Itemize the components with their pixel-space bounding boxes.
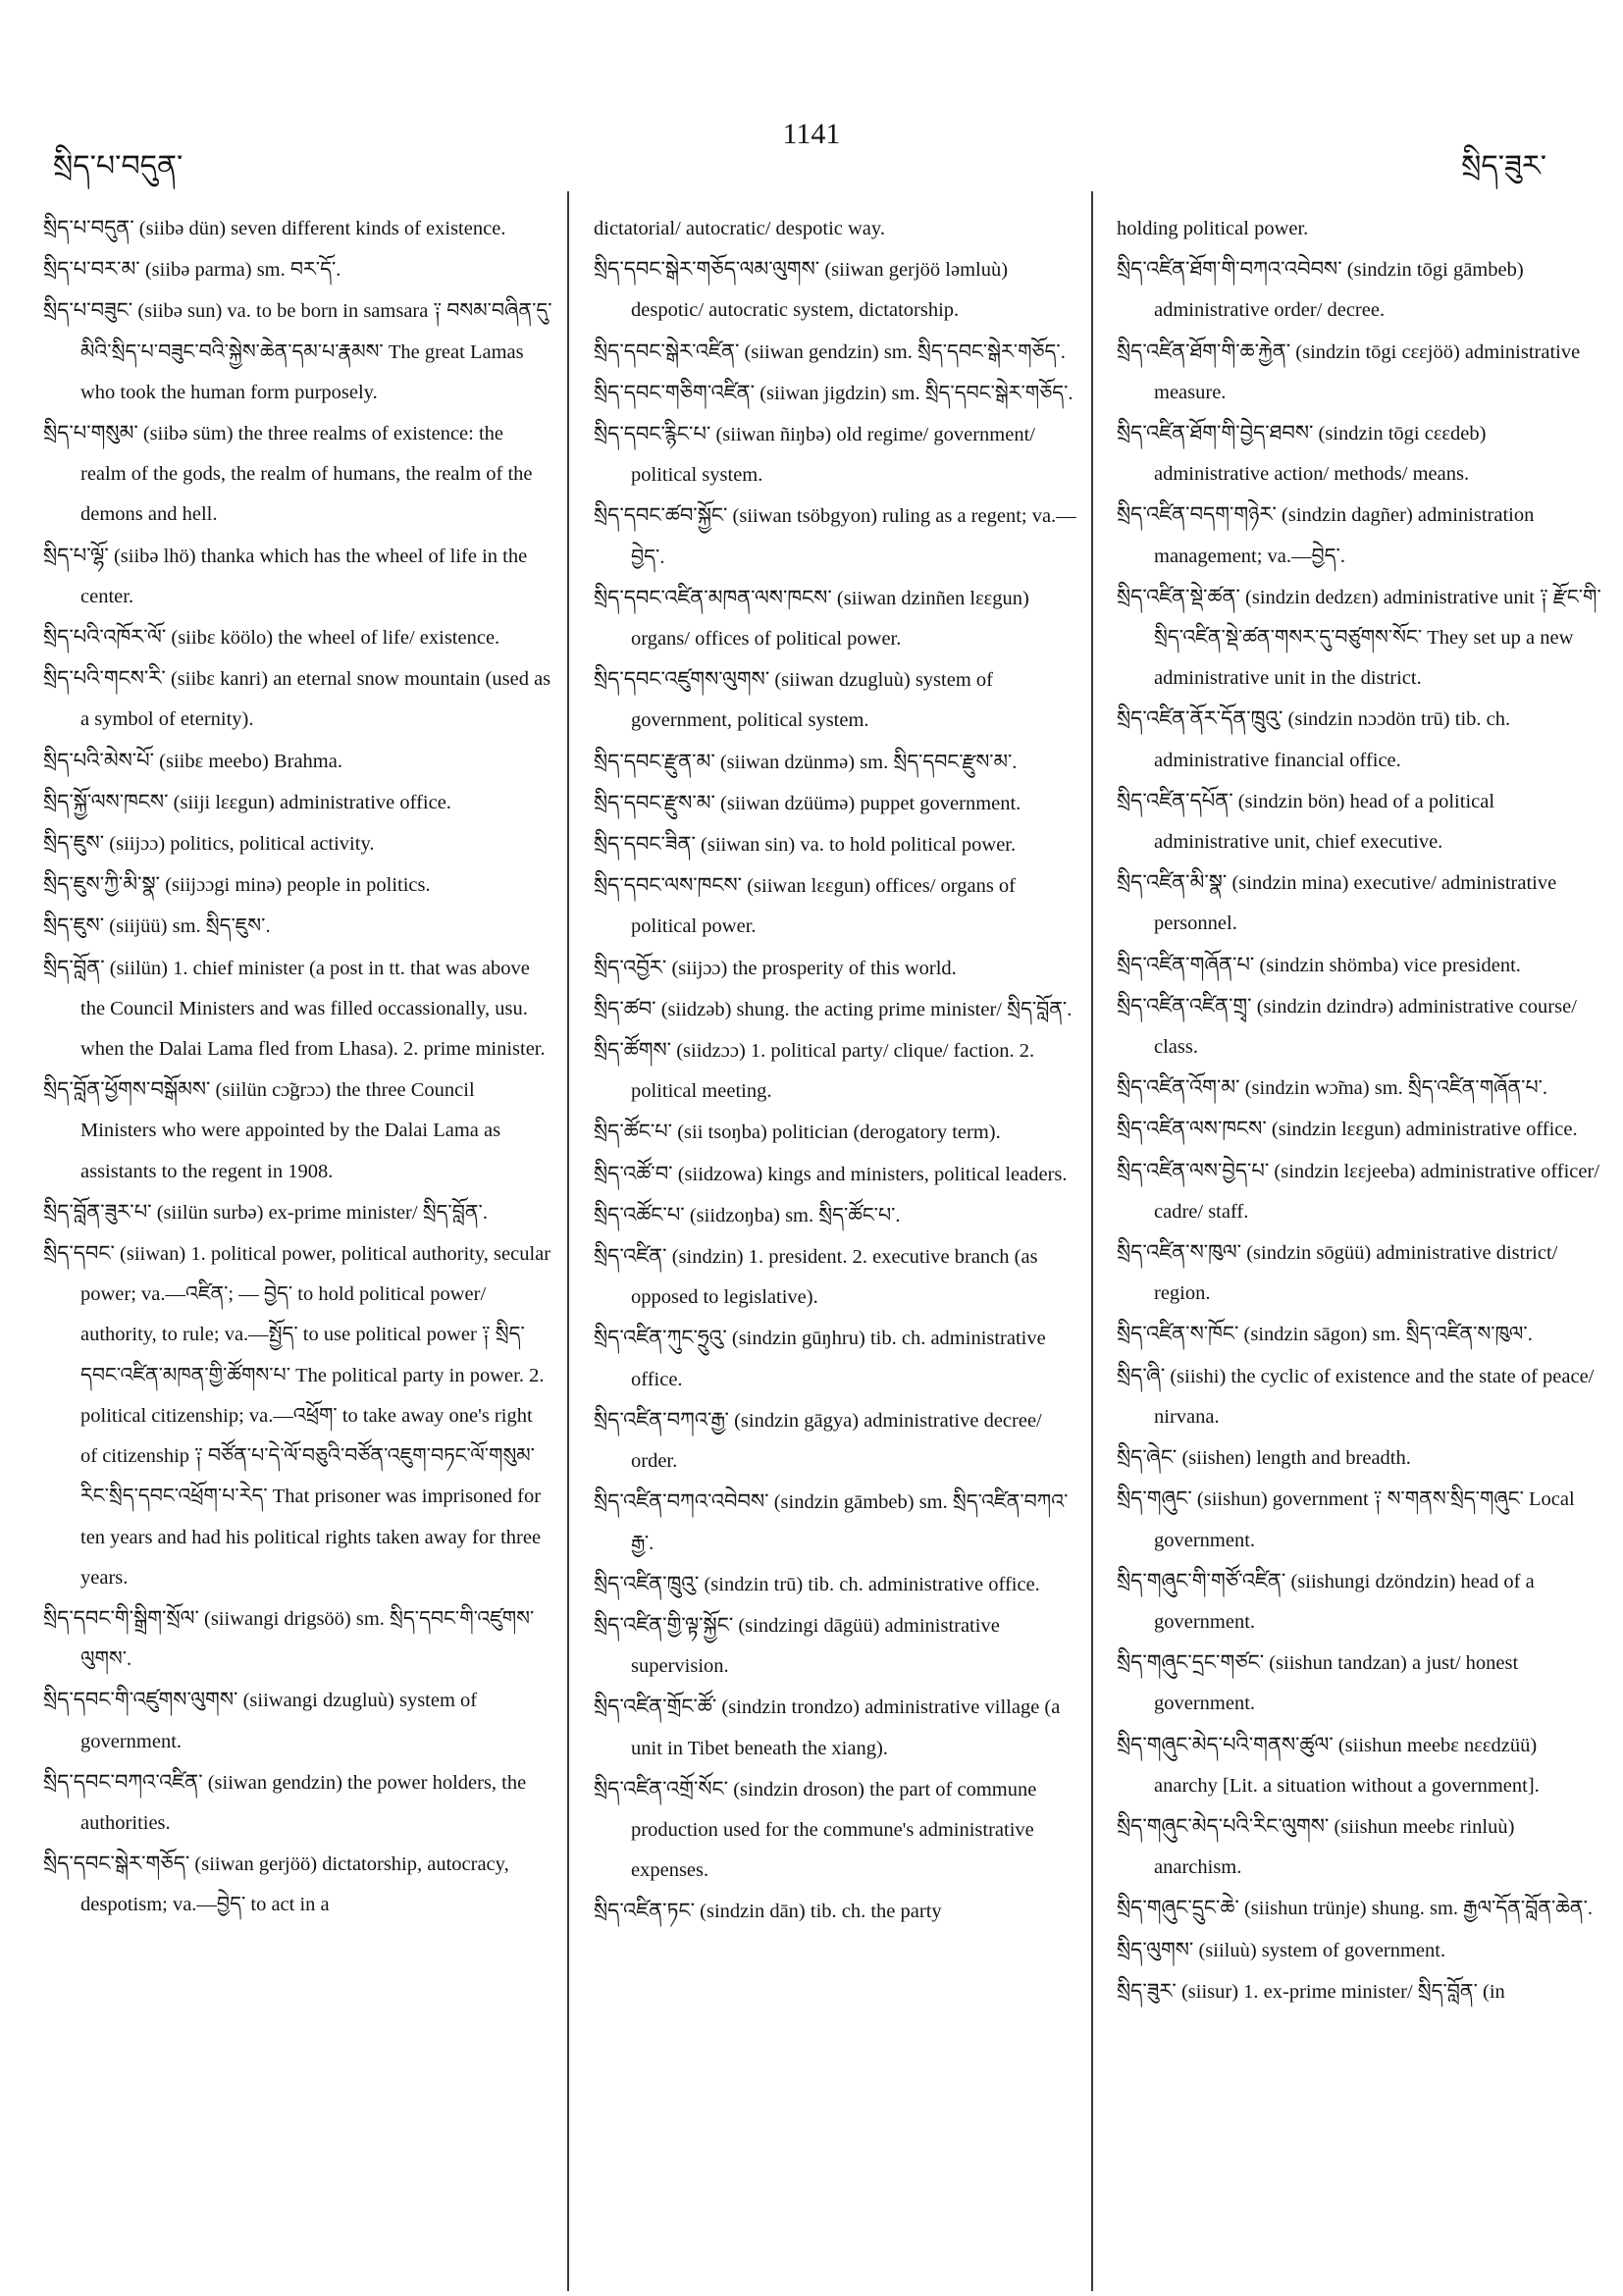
dictionary-entry — [594, 659, 1079, 741]
dictionary-entry — [1117, 1232, 1602, 1314]
entry-definition: (siijɔɔgi minə) people in politics. — [160, 874, 431, 897]
dictionary-entry — [594, 1154, 1079, 1195]
entry-definition: (sindzin dedzɛn) administrative unit ༑ རྫོང་གི་སྲིད་འཛིན་སྡེ་ཚན་གསར་དུ་བཙུགས་སོང་ They set up a new administrative unit in the district. — [1154, 586, 1601, 690]
dictionary-entry — [1117, 1888, 1602, 1929]
entry-definition: (sindzin tōgi cɛɛjöö) administrative measure. — [1154, 340, 1581, 403]
entry-headword: སྲིད་སྐྱོ་ལས་ཁངས་ — [43, 789, 169, 813]
dictionary-entry — [43, 1762, 553, 1844]
dictionary-entry — [1117, 699, 1602, 780]
dictionary-entry — [594, 1605, 1079, 1687]
dictionary-entry — [594, 1195, 1079, 1236]
entry-definition: (siiwan dzugluù) system of government, political system. — [631, 669, 993, 732]
entry-headword: སྲིད་འཛིན་ནོར་དོན་ཁྲུའུ་ — [1117, 706, 1283, 731]
entry-definition: (sindzin gūŋhru) tib. ch. administrative office. — [631, 1328, 1046, 1390]
entry-headword: སྲིད་འཛིན་འགྲོ་སོང་ — [594, 1776, 729, 1800]
entry-definition: (siiwan gerjöö) dictatorship, autocracy, despotism; va.—བྱེད་ to act in a — [80, 1853, 509, 1916]
dictionary-entry — [1117, 781, 1602, 862]
entry-headword: སྲིད་ཇུས་ — [43, 831, 105, 856]
dictionary-entry — [594, 1687, 1079, 1768]
entry-definition: (siijüü) sm. སྲིད་ཇུས་. — [104, 915, 271, 938]
entry-definition: (siilün cɔ̃grɔɔ) the three Council Ministers who were appointed by the Dalai Lama as assistants to the regent in 1908. — [80, 1079, 501, 1182]
entry-definition: (siibə sun) va. to be born in samsara ༑ བསམ་བཞིན་དུ་མིའི་སྲིད་པ་བཟུང་བའི་སྐྱེས་ཆེན་དམ་པ་རྣམས་ The great Lamas who took the human form purposely. — [80, 300, 552, 403]
entry-definition: (siiwan gendzin) sm. སྲིད་དབང་སྒེར་གཅོད་. — [739, 340, 1066, 363]
entry-definition: (siishen) length and breadth. — [1177, 1447, 1411, 1470]
entry-definition: (siiwan gendzin) the power holders, the authorities. — [80, 1771, 527, 1834]
entry-headword: སྲིད་འཛིན་འོག་མ་ — [1117, 1075, 1240, 1100]
dictionary-entry — [43, 1192, 553, 1233]
dictionary-entry — [43, 1598, 553, 1680]
entry-headword: སྲིད་དབང་འཛིན་མཁན་ལས་ཁངས་ — [594, 585, 832, 609]
dictionary-entry — [1117, 1725, 1602, 1806]
entry-headword: སྲིད་ཞི་ — [1117, 1363, 1166, 1387]
entry-definition: (sii tsoŋba) politician (derogatory term). — [672, 1122, 1001, 1144]
dictionary-entry — [1117, 1643, 1602, 1724]
dictionary-entry — [594, 1236, 1079, 1318]
entry-definition: (siishun) government ༑ ས་གནས་སྲིད་གཞུང་ Local government. — [1154, 1488, 1575, 1551]
entry-headword: སྲིད་པའི་འཁོར་ལོ་ — [43, 625, 167, 650]
entry-headword: སྲིད་གཞུང་དྲུང་ཆེ་ — [1117, 1896, 1239, 1920]
dictionary-entry — [594, 865, 1079, 947]
dictionary-entry — [594, 742, 1079, 783]
entry-headword: སྲིད་འཛིན་ལས་ཁངས་ — [1117, 1117, 1267, 1141]
dictionary-entry — [1117, 577, 1602, 700]
dictionary-entry — [43, 658, 553, 740]
entry-headword: སྲིད་འཛིན་མི་སྣ་ — [1117, 870, 1228, 895]
entry-headword: སྲིད་པ་བཟུང་ — [43, 298, 133, 323]
column-divider — [567, 191, 569, 2291]
entry-headword: སྲིད་དབང་རྫུན་མ་ — [594, 749, 715, 773]
dictionary-column-2 — [594, 208, 1079, 1933]
entry-definition: (sindzin bön) head of a political administrative unit, chief executive. — [1154, 790, 1495, 854]
entry-definition: (sindzin) 1. president. 2. executive branch (as opposed to legislative). — [631, 1246, 1038, 1309]
entry-definition: (sindzin tōgi cɛɛdeb) administrative action/ methods/ means. — [1154, 423, 1487, 486]
entry-headword: སྲིད་དབང་སྒེར་འཛིན་ — [594, 339, 740, 363]
dictionary-entry — [1117, 249, 1602, 331]
entry-definition: (siishun meebɛ rinluù) anarchism. — [1154, 1815, 1515, 1879]
entry-headword: སྲིད་དབང་ — [43, 1241, 115, 1266]
entry-definition: (siiluù) system of government. — [1193, 1939, 1446, 1961]
dictionary-entry — [594, 208, 1079, 249]
dictionary-entry — [1117, 208, 1602, 249]
entry-headword: སྲིད་འཛིན་འཛིན་གྲྭ་ — [1117, 993, 1252, 1018]
dictionary-entry — [594, 496, 1079, 577]
entry-definition: (siibɛ kanri) an eternal snow mountain (used as a symbol of eternity). — [80, 668, 551, 731]
dictionary-entry — [1117, 495, 1602, 576]
entry-headword: སྲིད་དབང་ལས་ཁངས་ — [594, 873, 743, 898]
entry-definition: (siilün surbə) ex-prime minister/ སྲིད་བློན་. — [151, 1201, 488, 1224]
dictionary-entry — [1117, 986, 1602, 1068]
dictionary-entry — [1117, 1806, 1602, 1888]
entry-definition: (siishungi dzöndzin) head of a government. — [1154, 1570, 1535, 1633]
entry-definition: (sindzin gāgya) administrative decree/ order. — [631, 1409, 1042, 1473]
entry-headword: སྲིད་བློན་ཕྱོགས་བསྒོམས་ — [43, 1077, 211, 1102]
dictionary-entry — [594, 948, 1079, 989]
entry-definition: (siibə lhö) thanka which has the wheel of life in the center. — [80, 545, 528, 607]
entry-definition: (sindzin droson) the part of commune production used for the commune's administrative expenses. — [631, 1778, 1037, 1882]
dictionary-entry — [594, 1891, 1079, 1932]
dictionary-entry — [1117, 1068, 1602, 1109]
entry-definition: (siishun trünje) shung. sm. རྒྱལ་དོན་བློན་ཆེན་. — [1238, 1898, 1594, 1920]
entry-headword: སྲིད་འཛིན་བཀའ་འབེབས་ — [594, 1489, 769, 1514]
entry-headword: སྲིད་འཚོ་བ་ — [594, 1161, 673, 1185]
entry-headword: སྲིད་འཚོང་པ་ — [594, 1202, 685, 1226]
dictionary-entry — [1117, 1930, 1602, 1971]
entry-headword: སྲིད་དབང་སྒེར་གཅོད་ — [43, 1852, 190, 1876]
guide-word-left: སྲིད་པ་བདུན་ — [53, 149, 183, 183]
dictionary-entry — [594, 332, 1079, 373]
entry-definition: (siidzowa) kings and ministers, political leaders. — [672, 1163, 1068, 1185]
entry-headword: སྲིད་ཟུར་ — [1117, 1978, 1177, 2003]
dictionary-entry — [43, 1844, 553, 1925]
dictionary-entry — [43, 249, 553, 290]
entry-definition: (siiwan dzüümə) puppet government. — [714, 792, 1021, 814]
page-number: 1141 — [782, 118, 841, 150]
dictionary-entry — [1117, 1356, 1602, 1437]
entry-headword: སྲིད་དབང་བཀའ་འཛིན་ — [43, 1769, 203, 1794]
entry-headword: སྲིད་འཛིན་ཀུང་ཧྲུའུ་ — [594, 1326, 727, 1350]
entry-headword: སྲིད་འཛིན་བཀའ་རྒྱ་ — [594, 1407, 729, 1432]
dictionary-entry — [1117, 1109, 1602, 1150]
entry-headword: སྲིད་འཛིན་ཏང་ — [594, 1899, 696, 1923]
dictionary-entry — [594, 1318, 1079, 1399]
dictionary-entry — [1117, 413, 1602, 495]
entry-definition: (sindzin shömba) vice president. — [1254, 954, 1521, 976]
guide-word-right: སྲིད་ཟུར་ — [1461, 149, 1546, 183]
entry-definition: (sindzin sōgüü) administrative district/ region. — [1154, 1242, 1558, 1305]
entry-definition: (sindzin nɔɔdön trū) tib. ch. administrative financial office. — [1154, 708, 1511, 771]
entry-headword: སྲིད་འཛིན་གྱི་ལྟ་སྐྱོང་ — [594, 1612, 734, 1637]
dictionary-entry — [43, 413, 553, 536]
dictionary-entry — [1117, 862, 1602, 944]
dictionary-entry — [594, 373, 1079, 414]
entry-headword: སྲིད་དབང་རྫུས་མ་ — [594, 790, 715, 814]
entry-definition: (siidzəb) shung. the acting prime minister/ སྲིད་བློན་. — [655, 998, 1073, 1020]
entry-headword: སྲིད་གཞུང་མེད་པའི་རིང་ལུགས་ — [1117, 1813, 1330, 1838]
entry-definition: (sindzingi dāgüü) administrative supervision. — [631, 1614, 1000, 1678]
entry-headword: སྲིད་པ་ལྷོ་ — [43, 543, 109, 567]
entry-headword: སྲིད་འཛིན་ས་ཁོང་ — [1117, 1322, 1239, 1346]
entry-headword: སྲིད་དབང་རྙིང་པ་ — [594, 422, 711, 446]
entry-definition: (siiwan dzinñen lɛɛgun) organs/ offices of political power. — [631, 587, 1029, 651]
entry-headword: སྲིད་དབང་གི་འཛུགས་ལུགས་ — [43, 1688, 238, 1712]
dictionary-entry — [43, 617, 553, 658]
page-header — [0, 114, 1623, 183]
dictionary-entry — [1117, 1971, 1602, 2012]
entry-headword: སྲིད་ལུགས་ — [1117, 1937, 1194, 1961]
dictionary-entry — [1117, 1151, 1602, 1232]
entry-definition: (siibɛ köölo) the wheel of life/ existence. — [166, 627, 500, 650]
entry-headword: སྲིད་དབང་འཛུགས་ལུགས་ — [594, 667, 770, 692]
entry-definition: (siiwangi drigsöö) sm. སྲིད་དབང་གི་འཛུགས་ལུགས་. — [80, 1607, 535, 1671]
entry-headword: སྲིད་འབྱོར་ — [594, 955, 667, 979]
entry-definition: (siiwan ñiŋbə) old regime/ government/ political system. — [631, 424, 1035, 487]
entry-headword: སྲིད་པ་བར་མ་ — [43, 257, 140, 282]
entry-headword: སྲིད་པའི་གངས་རི་ — [43, 666, 166, 691]
dictionary-entry — [594, 1482, 1079, 1563]
dictionary-entry — [43, 1233, 553, 1598]
dictionary-entry — [594, 1030, 1079, 1112]
dictionary-entry — [1117, 945, 1602, 986]
entry-definition: holding political power. — [1117, 218, 1309, 239]
entry-definition: (siisur) 1. ex-prime minister/ སྲིད་བློན་ (in — [1176, 1980, 1505, 2003]
entry-definition: (sindzin mina) executive/ administrative personnel. — [1154, 872, 1557, 935]
entry-definition: (sindzin wɔ̃ma) sm. སྲིད་འཛིན་གཞོན་པ་. — [1239, 1077, 1548, 1100]
entry-headword: སྲིད་འཛིན་ — [594, 1244, 667, 1269]
entry-definition: (siiwan lɛɛgun) offices/ organs of political power. — [631, 875, 1017, 938]
dictionary-column-3 — [1117, 208, 1602, 2012]
entry-headword: སྲིད་འཛིན་བདག་གཉེར་ — [1117, 502, 1277, 527]
dictionary-entry — [594, 1400, 1079, 1482]
entry-definition: (siiji lɛɛgun) administrative office. — [168, 791, 451, 813]
entry-headword: སྲིད་པ་གསུམ་ — [43, 421, 138, 445]
entry-headword: སྲིད་བློན་ — [43, 955, 105, 979]
entry-definition: (siibə parma) sm. བར་དོ་. — [139, 259, 341, 282]
entry-definition: (siibɛ meebo) Brahma. — [154, 750, 342, 772]
dictionary-entry — [43, 906, 553, 947]
dictionary-entry — [43, 1680, 553, 1761]
entry-definition: dictatorial/ autocratic/ despotic way. — [594, 218, 885, 239]
entry-definition: (sindzin dān) tib. ch. the party — [695, 1901, 942, 1923]
entry-headword: སྲིད་པའི་མེས་པོ་ — [43, 748, 155, 772]
entry-headword: སྲིད་བློན་ཟུར་པ་ — [43, 1199, 152, 1224]
dictionary-entry — [43, 290, 553, 413]
entry-headword: སྲིད་ཚོང་པ་ — [594, 1120, 673, 1144]
dictionary-entry — [594, 783, 1079, 824]
entry-headword: སྲིད་ཇུས་ཀྱི་མི་སྣ་ — [43, 872, 161, 897]
dictionary-entry — [594, 1769, 1079, 1892]
entry-headword: སྲིད་གཞུང་མེད་པའི་གནས་ཚུལ་ — [1117, 1732, 1334, 1756]
entry-definition: (siishun meebɛ nɛɛdzüü) anarchy [Lit. a situation without a government]. — [1154, 1734, 1540, 1797]
entry-definition: (sindzin trondzo) administrative village (a unit in Tibet beneath the xiang). — [631, 1696, 1061, 1759]
entry-headword: སྲིད་དབང་གི་སྒྲིག་སྲོལ་ — [43, 1605, 199, 1630]
dictionary-entry — [594, 249, 1079, 331]
entry-headword: སྲིད་དབང་ཟིན་ — [594, 832, 696, 857]
entry-definition: (siilün) 1. chief minister (a post in tt. that was above the Council Ministers and was filled occassionally, usu. when the Dalai Lama fled from Lhasa). 2. prime minister. — [80, 957, 546, 1061]
entry-definition: (siidzɔɔ) 1. political party/ clique/ faction. 2. political meeting. — [631, 1040, 1035, 1103]
dictionary-column-1 — [43, 208, 553, 1926]
entry-definition: (sindzin sāgon) sm. སྲིད་འཛིན་ས་ཁུལ་. — [1238, 1324, 1533, 1346]
entry-headword: སྲིད་ཚབ་ — [594, 996, 656, 1020]
entry-headword: སྲིད་འཛིན་ཐོག་གི་བཀའ་འབེབས་ — [1117, 257, 1342, 282]
dictionary-entry — [1117, 1437, 1602, 1479]
entry-headword: སྲིད་ཚོགས་ — [594, 1038, 672, 1063]
entry-definition: (sindzin lɛɛjeeba) administrative officer/ cadre/ staff. — [1154, 1160, 1600, 1223]
entry-definition: (siishun tandzan) a just/ honest government. — [1154, 1652, 1519, 1715]
dictionary-entry — [43, 948, 553, 1070]
entry-definition: (siidzoŋba) sm. སྲིད་ཚོང་པ་. — [684, 1204, 901, 1226]
dictionary-entry — [1117, 1479, 1602, 1560]
entry-definition: (siijɔɔ) politics, political activity. — [104, 833, 375, 856]
dictionary-entry — [594, 989, 1079, 1030]
dictionary-entry — [43, 864, 553, 906]
entry-definition: (sindzin dzindrə) administrative course/ class. — [1154, 995, 1577, 1059]
entry-headword: སྲིད་འཛིན་སྡེ་ཚན་ — [1117, 584, 1240, 608]
entry-headword: སྲིད་ཞེང་ — [1117, 1445, 1178, 1470]
entry-definition: (sindzin trū) tib. ch. administrative office. — [699, 1573, 1040, 1595]
dictionary-entry — [43, 741, 553, 782]
entry-headword: སྲིད་འཛིན་ལས་བྱེད་པ་ — [1117, 1158, 1270, 1182]
entry-headword: སྲིད་འཛིན་ས་ཁུལ་ — [1117, 1240, 1242, 1265]
dictionary-entry — [43, 823, 553, 864]
dictionary-entry — [594, 1112, 1079, 1153]
entry-definition: (siiwan gerjöö ləmluù) despotic/ autocratic system, dictatorship. — [631, 259, 1009, 322]
entry-headword: སྲིད་འཛིན་ཁྲུའུ་ — [594, 1571, 700, 1595]
entry-headword: སྲིད་འཛིན་དཔོན་ — [1117, 788, 1233, 812]
dictionary-entry — [43, 1070, 553, 1192]
dictionary-entry — [1117, 1314, 1602, 1355]
entry-definition: (sindzin lɛɛgun) administrative office. — [1266, 1119, 1578, 1141]
dictionary-entry — [43, 208, 553, 249]
entry-headword: སྲིད་ཇུས་ — [43, 913, 105, 938]
entry-definition: (sindzin tōgi gāmbeb) administrative order/ decree. — [1154, 259, 1524, 322]
entry-definition: (siibə dün) seven different kinds of existence. — [133, 218, 506, 239]
entry-headword: སྲིད་དབང་གཅིག་འཛིན་ — [594, 380, 756, 404]
entry-definition: (siiwan jigdzin) sm. སྲིད་དབང་སྒེར་གཅོད་. — [755, 382, 1073, 404]
entry-headword: སྲིད་དབང་སྒེར་གཅོད་ལམ་ལུགས་ — [594, 257, 820, 282]
entry-definition: (siijɔɔ) the prosperity of this world. — [666, 957, 957, 979]
entry-definition: (siiwan tsöbgyon) ruling as a regent; va.—བྱེད་. — [631, 505, 1076, 568]
entry-headword: སྲིད་འཛིན་གཞོན་པ་ — [1117, 952, 1255, 976]
entry-headword: སྲིད་འཛིན་གྲོང་ཚོ་ — [594, 1695, 717, 1719]
entry-definition: (sindzin gāmbeb) sm. སྲིད་འཛིན་བཀའ་རྒྱ་. — [631, 1491, 1069, 1554]
dictionary-entry — [1117, 1561, 1602, 1643]
entry-definition: (siiwan sin) va. to hold political power. — [695, 834, 1017, 857]
dictionary-entry — [594, 1564, 1079, 1605]
entry-headword: སྲིད་འཛིན་ཐོག་གི་ཆ་རྐྱེན་ — [1117, 339, 1291, 363]
dictionary-entry — [594, 578, 1079, 659]
entry-definition: (sindzin dagñer) administration management; va.—བྱེད་. — [1154, 504, 1535, 567]
dictionary-entry — [43, 782, 553, 823]
entry-headword: སྲིད་པ་བདུན་ — [43, 216, 134, 239]
dictionary-entry — [1117, 332, 1602, 413]
entry-headword: སྲིད་དབང་ཚབ་སྐྱོང་ — [594, 503, 728, 528]
entry-definition: (siibə süm) the three realms of existence: the realm of the gods, the realm of humans, the realm of the demons and hell. — [80, 423, 533, 526]
entry-headword: སྲིད་གཞུང་གི་གཙོ་འཛིན་ — [1117, 1568, 1286, 1592]
entry-definition: (siiwan dzünmə) sm. སྲིད་དབང་རྫུས་མ་. — [714, 751, 1018, 773]
dictionary-entry — [594, 414, 1079, 496]
entry-definition: (siiwangi dzugluù) system of government. — [80, 1690, 478, 1752]
entry-definition: (siishi) the cyclic of existence and the state of peace/ nirvana. — [1154, 1365, 1595, 1428]
entry-definition: (siiwan) 1. political power, political authority, secular power; va.—འཛིན་; — བྱེད་ to hold political power/ authority, to rule; va.—སྤྱོད་ to use political power ༑ སྲིད་དབང་འཛིན་མཁན་གྱི་ཚོགས་པ་ The political party in power. 2. political citizenship; va.—འཕྲོག་ to take away one's right of citizenship ༑ བཙོན་པ་དེ་ལོ་བཅུའི་བཙོན་འཇུག་བཏང་ལོ་གསུམ་རིང་སྲིད་དབང་འཕྲོག་པ་རེད་ That prisoner was imprisoned for ten years and had his political rights taken away for three years. — [80, 1243, 551, 1589]
entry-headword: སྲིད་འཛིན་ཐོག་གི་བྱེད་ཐབས་ — [1117, 421, 1314, 445]
dictionary-entry — [594, 824, 1079, 865]
column-divider — [1091, 191, 1093, 2291]
entry-headword: སྲིད་གཞུང་དྲང་གཙང་ — [1117, 1650, 1265, 1675]
entry-headword: སྲིད་གཞུང་ — [1117, 1487, 1192, 1511]
dictionary-entry — [43, 536, 553, 617]
